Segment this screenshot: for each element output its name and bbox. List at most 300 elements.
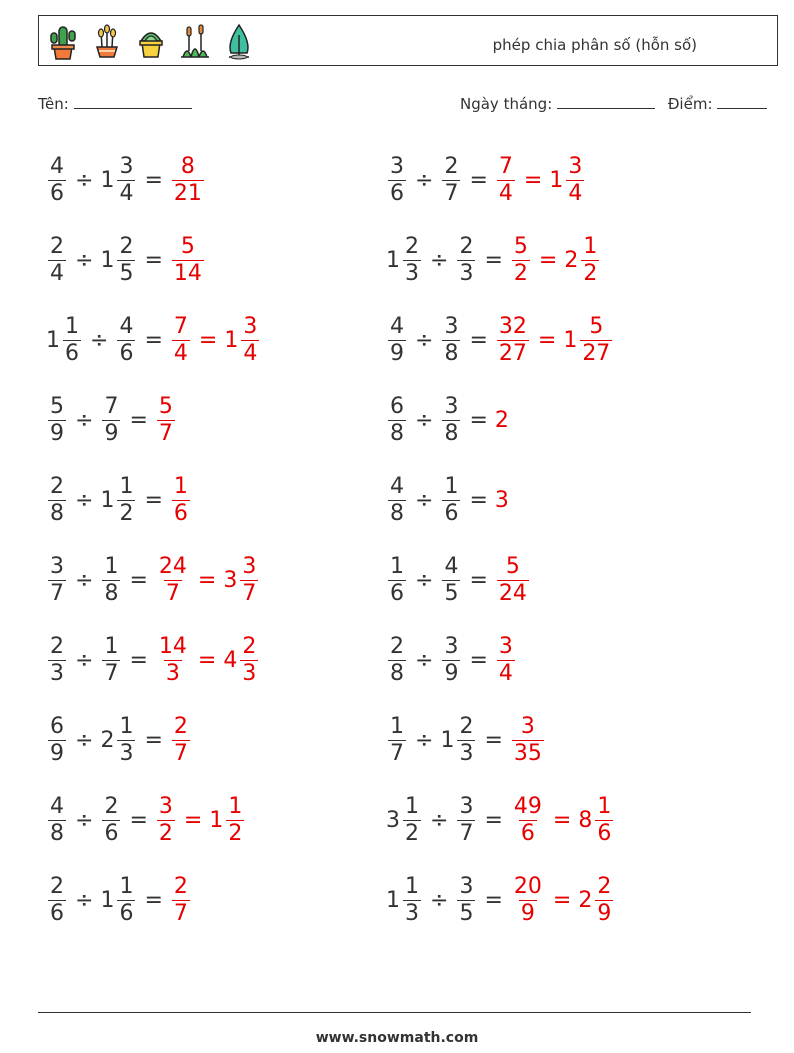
numerator: 5: [513, 233, 528, 259]
fraction: [48, 793, 66, 846]
whole-part: 1: [386, 247, 400, 273]
mixed-number: [495, 553, 531, 606]
divide-sign: ÷: [430, 887, 449, 913]
denominator: 7: [158, 420, 173, 446]
mixed-number: [455, 873, 477, 926]
integer: 2: [494, 407, 509, 433]
fraction: [117, 313, 135, 366]
fraction: [388, 553, 406, 606]
whole-part: 3: [386, 807, 400, 833]
mixed-number: [46, 793, 68, 846]
fraction: [581, 233, 599, 286]
mixed-number: [386, 153, 408, 206]
mixed-number: [155, 793, 177, 846]
date-blank: [557, 94, 655, 109]
answer: [495, 633, 517, 686]
denominator: 7: [390, 740, 404, 766]
mixed-number: [495, 488, 510, 513]
denominator: 9: [104, 420, 119, 446]
whole-part: 1: [100, 247, 115, 273]
denominator: 7: [242, 580, 257, 606]
whole-part: 1: [549, 167, 564, 193]
mixed-number: [46, 233, 68, 286]
whole-part: 1: [100, 887, 115, 913]
divide-sign: ÷: [415, 567, 434, 593]
problem-item: [46, 780, 261, 860]
fraction: [117, 473, 135, 526]
answer: [170, 313, 261, 366]
whole-part: 1: [100, 487, 115, 513]
divide-sign: ÷: [75, 807, 94, 833]
mixed-number: [386, 793, 423, 846]
denominator: 6: [390, 580, 404, 606]
problem-item: [386, 700, 615, 780]
problem-item: [386, 780, 615, 860]
denominator: 7: [173, 900, 188, 926]
fraction: [172, 713, 190, 766]
divide-sign: ÷: [415, 327, 434, 353]
mixed-number: [223, 553, 260, 606]
whole-part: 2: [564, 247, 579, 273]
answer: [170, 233, 206, 286]
problem-item: [386, 140, 615, 220]
footer-divider: [38, 1012, 751, 1013]
fraction: [388, 713, 406, 766]
denominator: 4: [50, 260, 64, 286]
equals-sign: =: [552, 807, 572, 833]
fraction: [117, 873, 135, 926]
fraction: [117, 153, 135, 206]
mixed-number: [386, 313, 408, 366]
fraction: [157, 633, 189, 686]
equals-sign: =: [144, 167, 163, 193]
denominator: 6: [520, 820, 535, 846]
numerator: 6: [50, 713, 64, 739]
score-blank: [717, 94, 767, 109]
numerator: 1: [173, 473, 188, 499]
equals-sign: =: [484, 727, 503, 753]
divide-sign: ÷: [75, 647, 94, 673]
numerator: 4: [119, 313, 134, 339]
fraction: [403, 793, 421, 846]
numerator: 1: [119, 713, 134, 739]
numerator: 3: [459, 793, 474, 819]
divide-sign: ÷: [75, 567, 94, 593]
fraction: [442, 153, 460, 206]
fraction: [595, 873, 613, 926]
numerator: 5: [158, 393, 173, 419]
fraction: [388, 393, 406, 446]
numerator: 32: [498, 313, 527, 339]
numerator: 1: [228, 793, 243, 819]
fraction: [117, 233, 135, 286]
mixed-number: [578, 793, 615, 846]
problem-item: [46, 620, 261, 700]
numerator: 2: [50, 233, 64, 259]
answer: [495, 153, 586, 206]
numerator: 2: [405, 233, 419, 259]
numerator: 2: [50, 633, 64, 659]
denominator: 4: [568, 180, 583, 206]
denominator: 5: [119, 260, 134, 286]
denominator: 6: [119, 900, 134, 926]
fraction: [403, 873, 421, 926]
denominator: 6: [119, 340, 134, 366]
answer: [510, 233, 601, 286]
fraction: [403, 233, 421, 286]
fraction: [388, 633, 406, 686]
mixed-number: [100, 553, 122, 606]
mixed-number: [46, 313, 83, 366]
denominator: 7: [173, 740, 188, 766]
numerator: 20: [513, 873, 542, 899]
numerator: 8: [180, 153, 195, 179]
tree-icon: [221, 21, 257, 61]
equals-sign: =: [144, 247, 163, 273]
problem-column-right: [386, 140, 615, 940]
fraction: [566, 153, 584, 206]
name-blank: [74, 94, 192, 109]
denominator: 2: [228, 820, 243, 846]
fraction: [512, 233, 530, 286]
numerator: 2: [459, 233, 474, 259]
fraction: [497, 633, 515, 686]
wheat-pot-icon: [89, 21, 125, 61]
fraction: [388, 473, 406, 526]
mixed-number: [386, 873, 423, 926]
equals-sign: =: [144, 327, 163, 353]
fraction: [442, 313, 460, 366]
mixed-number: [510, 793, 546, 846]
mixed-number: [170, 233, 206, 286]
equals-sign: =: [129, 407, 148, 433]
fraction: [172, 473, 190, 526]
mixed-number: [386, 633, 408, 686]
fraction: [157, 553, 189, 606]
mixed-number: [440, 713, 477, 766]
mixed-number: [100, 233, 137, 286]
fraction: [512, 713, 544, 766]
fraction: [442, 393, 460, 446]
equals-sign: =: [484, 807, 503, 833]
denominator: 21: [173, 180, 202, 206]
fraction: [457, 873, 475, 926]
mixed-number: [223, 633, 260, 686]
whole-part: 4: [223, 647, 238, 673]
denominator: 7: [50, 580, 64, 606]
problem-item: [386, 540, 615, 620]
denominator: 27: [498, 340, 527, 366]
mixed-number: [46, 473, 68, 526]
denominator: 6: [50, 900, 64, 926]
answer: [170, 713, 192, 766]
denominator: 4: [119, 180, 134, 206]
mixed-number: [46, 713, 68, 766]
numerator: 1: [583, 233, 598, 259]
numerator: 2: [173, 873, 188, 899]
equals-sign: =: [484, 887, 503, 913]
fraction: [172, 233, 204, 286]
divide-sign: ÷: [430, 247, 449, 273]
answer: [155, 793, 246, 846]
fraction: [595, 793, 613, 846]
denominator: 2: [119, 500, 134, 526]
fraction: [117, 713, 135, 766]
denominator: 2: [513, 260, 528, 286]
mixed-number: [495, 633, 517, 686]
problem-item: [386, 460, 615, 540]
numerator: 2: [50, 473, 64, 499]
numerator: 1: [405, 793, 419, 819]
numerator: 4: [50, 153, 64, 179]
divide-sign: ÷: [75, 487, 94, 513]
denominator: 6: [390, 180, 404, 206]
divide-sign: ÷: [415, 647, 434, 673]
problem-item: [46, 220, 261, 300]
denominator: 7: [165, 580, 180, 606]
numerator: 3: [158, 793, 173, 819]
numerator: 1: [390, 553, 404, 579]
mixed-number: [170, 313, 192, 366]
numerator: 2: [119, 233, 134, 259]
denominator: 6: [597, 820, 612, 846]
divide-sign: ÷: [415, 487, 434, 513]
mixed-number: [510, 233, 532, 286]
denominator: 9: [390, 340, 404, 366]
fraction: [157, 793, 175, 846]
mixed-number: [495, 313, 531, 366]
fraction: [388, 313, 406, 366]
fraction: [442, 473, 460, 526]
numerator: 3: [243, 313, 258, 339]
fraction: [172, 313, 190, 366]
denominator: 8: [390, 500, 404, 526]
fraction: [512, 793, 544, 846]
fraction: [512, 873, 544, 926]
whole-part: 1: [100, 167, 115, 193]
denominator: 7: [104, 660, 119, 686]
mixed-number: [209, 793, 246, 846]
fraction: [457, 793, 475, 846]
whole-part: 2: [578, 887, 593, 913]
equals-sign: =: [538, 247, 558, 273]
denominator: 9: [520, 900, 535, 926]
mixed-number: [563, 313, 614, 366]
fraction: [172, 153, 204, 206]
denominator: 8: [50, 820, 64, 846]
name-field: [38, 94, 192, 113]
equals-sign: =: [484, 247, 503, 273]
numerator: 2: [242, 633, 257, 659]
fraction: [241, 313, 259, 366]
equals-sign: =: [129, 567, 148, 593]
equals-sign: =: [129, 807, 148, 833]
denominator: 4: [498, 180, 513, 206]
numerator: 2: [390, 633, 404, 659]
denominator: 7: [444, 180, 459, 206]
denominator: 8: [390, 660, 404, 686]
denominator: 8: [50, 500, 64, 526]
numerator: 3: [520, 713, 535, 739]
divide-sign: ÷: [75, 887, 94, 913]
footer-site: www.snowmath.com: [315, 1030, 479, 1046]
mixed-number: [100, 393, 122, 446]
numerator: 5: [505, 553, 520, 579]
problem-column-left: [46, 140, 261, 940]
equals-sign: =: [144, 887, 163, 913]
equals-sign: =: [144, 487, 163, 513]
equals-sign: =: [183, 807, 203, 833]
denominator: 2: [405, 820, 419, 846]
mixed-number: [440, 473, 462, 526]
denominator: 4: [243, 340, 258, 366]
numerator: 1: [104, 553, 119, 579]
denominator: 3: [242, 660, 257, 686]
numerator: 1: [119, 873, 134, 899]
numerator: 1: [405, 873, 419, 899]
denominator: 6: [444, 500, 459, 526]
mixed-number: [46, 553, 68, 606]
mixed-number: [100, 633, 122, 686]
numerator: 7: [498, 153, 513, 179]
numerator: 7: [104, 393, 119, 419]
problem-item: [46, 460, 261, 540]
mixed-number: [46, 873, 68, 926]
fraction: [497, 553, 529, 606]
numerator: 2: [50, 873, 64, 899]
equals-sign: =: [469, 167, 488, 193]
fraction: [102, 633, 120, 686]
fraction: [240, 633, 258, 686]
answer: [155, 633, 260, 686]
mixed-number: [46, 153, 68, 206]
whole-part: 1: [440, 727, 455, 753]
fraction: [240, 553, 258, 606]
divide-sign: ÷: [75, 167, 94, 193]
whole-part: 1: [46, 327, 60, 353]
numerator: 1: [597, 793, 612, 819]
whole-part: 2: [100, 727, 115, 753]
equals-sign: =: [469, 567, 488, 593]
problem-item: [46, 380, 261, 460]
denominator: 3: [405, 260, 419, 286]
mixed-number: [100, 153, 137, 206]
answer: [495, 553, 531, 606]
header-box: [38, 15, 778, 66]
numerator: 4: [390, 313, 404, 339]
equals-sign: =: [469, 647, 488, 673]
fraction: [442, 553, 460, 606]
equals-sign: =: [469, 327, 488, 353]
denominator: 3: [165, 660, 180, 686]
fraction: [172, 873, 190, 926]
mixed-number: [386, 393, 408, 446]
equals-sign: =: [537, 327, 557, 353]
mixed-number: [386, 473, 408, 526]
mixed-number: [440, 553, 462, 606]
mixed-number: [386, 713, 408, 766]
mixed-number: [170, 873, 192, 926]
succulent-pot-icon: [133, 21, 169, 61]
fraction: [226, 793, 244, 846]
equals-sign: =: [523, 167, 543, 193]
worksheet-title: phép chia phân số (hỗn số): [492, 36, 697, 54]
answer: [510, 793, 615, 846]
numerator: 3: [444, 633, 459, 659]
denominator: 8: [444, 420, 459, 446]
mixed-number: [495, 408, 510, 433]
equals-sign: =: [129, 647, 148, 673]
numerator: 3: [444, 393, 459, 419]
mixed-number: [564, 233, 601, 286]
answer: [510, 873, 615, 926]
mixed-number: [440, 153, 462, 206]
numerator: 2: [173, 713, 188, 739]
denominator: 6: [65, 340, 79, 366]
problem-item: [386, 380, 615, 460]
answer: [495, 488, 510, 513]
fraction: [457, 713, 475, 766]
problem-item: [46, 700, 261, 780]
numerator: 24: [158, 553, 187, 579]
cactus-pot-icon: [45, 21, 81, 61]
numerator: 5: [50, 393, 64, 419]
fraction: [580, 313, 612, 366]
fraction: [48, 393, 66, 446]
mixed-number: [386, 553, 408, 606]
fraction: [48, 713, 66, 766]
whole-part: 1: [563, 327, 578, 353]
numerator: 2: [597, 873, 612, 899]
mixed-number: [100, 713, 137, 766]
integer: 3: [494, 487, 509, 513]
answer: [170, 873, 192, 926]
denominator: 9: [50, 420, 64, 446]
mixed-number: [224, 313, 261, 366]
numerator: 3: [390, 153, 404, 179]
problem-item: [46, 140, 261, 220]
denominator: 8: [390, 420, 404, 446]
divide-sign: ÷: [75, 407, 94, 433]
denominator: 5: [444, 580, 459, 606]
answer: [170, 153, 206, 206]
denominator: 9: [597, 900, 612, 926]
date-label: Ngày tháng:: [460, 95, 553, 113]
mixed-number: [155, 393, 177, 446]
mixed-number: [170, 473, 192, 526]
whole-part: 8: [578, 807, 593, 833]
fraction: [102, 793, 120, 846]
denominator: 6: [50, 180, 64, 206]
mixed-number: [510, 713, 546, 766]
denominator: 27: [582, 340, 611, 366]
whole-part: 1: [386, 887, 400, 913]
problem-item: [386, 860, 615, 940]
fraction: [102, 553, 120, 606]
denominator: 3: [119, 740, 134, 766]
numerator: 3: [119, 153, 134, 179]
problem-item: [46, 300, 261, 380]
numerator: 6: [390, 393, 404, 419]
icon-row: [45, 21, 257, 61]
answer: [495, 408, 510, 433]
mixed-number: [440, 313, 462, 366]
numerator: 3: [444, 313, 459, 339]
divide-sign: ÷: [75, 247, 94, 273]
numerator: 3: [568, 153, 583, 179]
denominator: 14: [173, 260, 202, 286]
mixed-number: [46, 633, 68, 686]
